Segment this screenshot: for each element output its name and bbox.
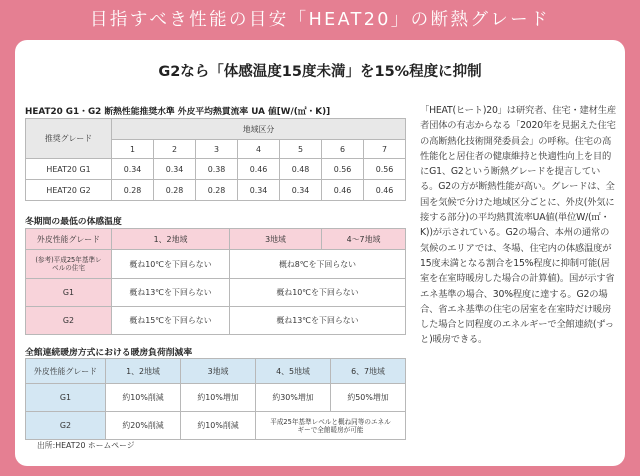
ua-cell: 0.46 — [238, 159, 280, 180]
region-header-6-7: 6、7地域 — [331, 359, 406, 384]
region-header-1-2: 1、2地域 — [106, 359, 181, 384]
row-label: G2 — [26, 307, 112, 335]
table-row — [26, 250, 406, 279]
load-cell: 約20%削減 — [106, 412, 181, 440]
region-header: 地域区分 — [112, 119, 406, 140]
temp-cell: 概ね13℃を下回らない — [230, 307, 406, 335]
ua-cell: 0.28 — [154, 180, 196, 201]
row-label: G1 — [26, 384, 106, 412]
article-card — [15, 40, 625, 466]
article-body: 「HEAT(ヒート)20」は研究者、住宅・建材生産者団体の有志からなる「2020年を見据えた住宅の高断熱化技術開発委員会」の呼称。住宅の高性能化と居住者の健康維持と快適性向上を目的にG1、G2という断熱グレードを提言している。G2の方が断熱性能が高い。グレードは、全国を気候で分けた地域区分ごとに、外皮(外気に接する部分)の平均熱貫流率UA値(単位W/(㎡・K))が示されている。G2の場合、本州の通常の気候のエリアでは、冬場、住宅内の体感温度が15度未満となる割合を15%程度に抑制可能(居室を在室時暖房した場合の計算値)。国が示す省エネ基準の場合、30%程度に達する。G2の場合、省エネ基準の住宅の居室を在室時だけ暖房した場合と同程度のエネルギーで全館連続(ずっと)暖房できる。 — [420, 105, 616, 346]
min-temperature-table — [25, 228, 406, 335]
headline: G2なら「体感温度15度未満」を15%程度に抑制 — [158, 64, 482, 80]
table2-title: 冬期間の最低の体感温度 — [25, 217, 122, 227]
banner-title: 目指すべき性能の目安「HEAT20」の断熱グレード — [90, 9, 550, 30]
temp-cell: 概ね8℃を下回らない — [230, 250, 406, 279]
ua-cell: 0.34 — [238, 180, 280, 201]
load-cell: 約10%削減 — [106, 384, 181, 412]
row-label: (参考)平成25年基準レベルの住宅 — [26, 250, 112, 279]
temp-cell: 概ね10℃を下回らない — [230, 279, 406, 307]
ua-cell: 0.28 — [196, 180, 238, 201]
grade-header: 推奨グレード — [26, 119, 112, 159]
grade-header: 外皮性能グレード — [26, 229, 112, 250]
ua-cell: 0.28 — [112, 180, 154, 201]
region-header-3: 3地域 — [230, 229, 322, 250]
heating-load-table — [25, 358, 406, 440]
ua-cell: 0.48 — [280, 159, 322, 180]
ua-cell: 0.34 — [154, 159, 196, 180]
temp-cell: 概ね10℃を下回らない — [112, 250, 230, 279]
row-label: G1 — [26, 279, 112, 307]
load-cell: 約10%増加 — [181, 384, 256, 412]
grade-header: 外皮性能グレード — [26, 359, 106, 384]
ua-cell: 0.38 — [196, 159, 238, 180]
ua-cell: 0.56 — [322, 159, 364, 180]
region-header-4-7: 4〜7地域 — [322, 229, 406, 250]
region-header-4-5: 4、5地域 — [256, 359, 331, 384]
ua-cell: 0.46 — [322, 180, 364, 201]
region-cell: 6 — [322, 140, 364, 159]
table3-title: 全館連続暖房方式における暖房負荷削減率 — [25, 348, 193, 358]
temp-cell: 概ね15℃を下回らない — [112, 307, 230, 335]
region-cell: 3 — [196, 140, 238, 159]
region-cell: 4 — [238, 140, 280, 159]
ua-cell: 0.56 — [364, 159, 406, 180]
table1-title: HEAT20 G1・G2 断熱性能推奨水準 外皮平均熱貫流率 UA 値[W/(㎡・K)] — [25, 107, 331, 117]
ua-cell: 0.46 — [364, 180, 406, 201]
table-row — [26, 279, 406, 307]
ua-cell: 0.34 — [280, 180, 322, 201]
ua-cell: 0.34 — [112, 159, 154, 180]
table-row — [26, 159, 406, 180]
ua-value-table — [25, 118, 406, 201]
table-row — [26, 384, 406, 412]
row-label: G2 — [26, 412, 106, 440]
region-cell: 2 — [154, 140, 196, 159]
row-label: HEAT20 G2 — [26, 180, 112, 201]
table-row — [26, 412, 406, 440]
table-row — [26, 307, 406, 335]
load-cell: 約30%増加 — [256, 384, 331, 412]
row-label: HEAT20 G1 — [26, 159, 112, 180]
region-cell: 1 — [112, 140, 154, 159]
load-cell: 約50%増加 — [331, 384, 406, 412]
load-cell: 約10%削減 — [181, 412, 256, 440]
region-cell: 7 — [364, 140, 406, 159]
source-note: 出所:HEAT20 ホームページ — [37, 441, 135, 450]
table-row — [26, 180, 406, 201]
temp-cell: 概ね13℃を下回らない — [112, 279, 230, 307]
region-header-3: 3地域 — [181, 359, 256, 384]
region-cell: 5 — [280, 140, 322, 159]
load-cell: 平成25年基準レベルと概ね同等のエネルギーで全館暖房が可能 — [256, 412, 406, 440]
region-header-1-2: 1、2地域 — [112, 229, 230, 250]
